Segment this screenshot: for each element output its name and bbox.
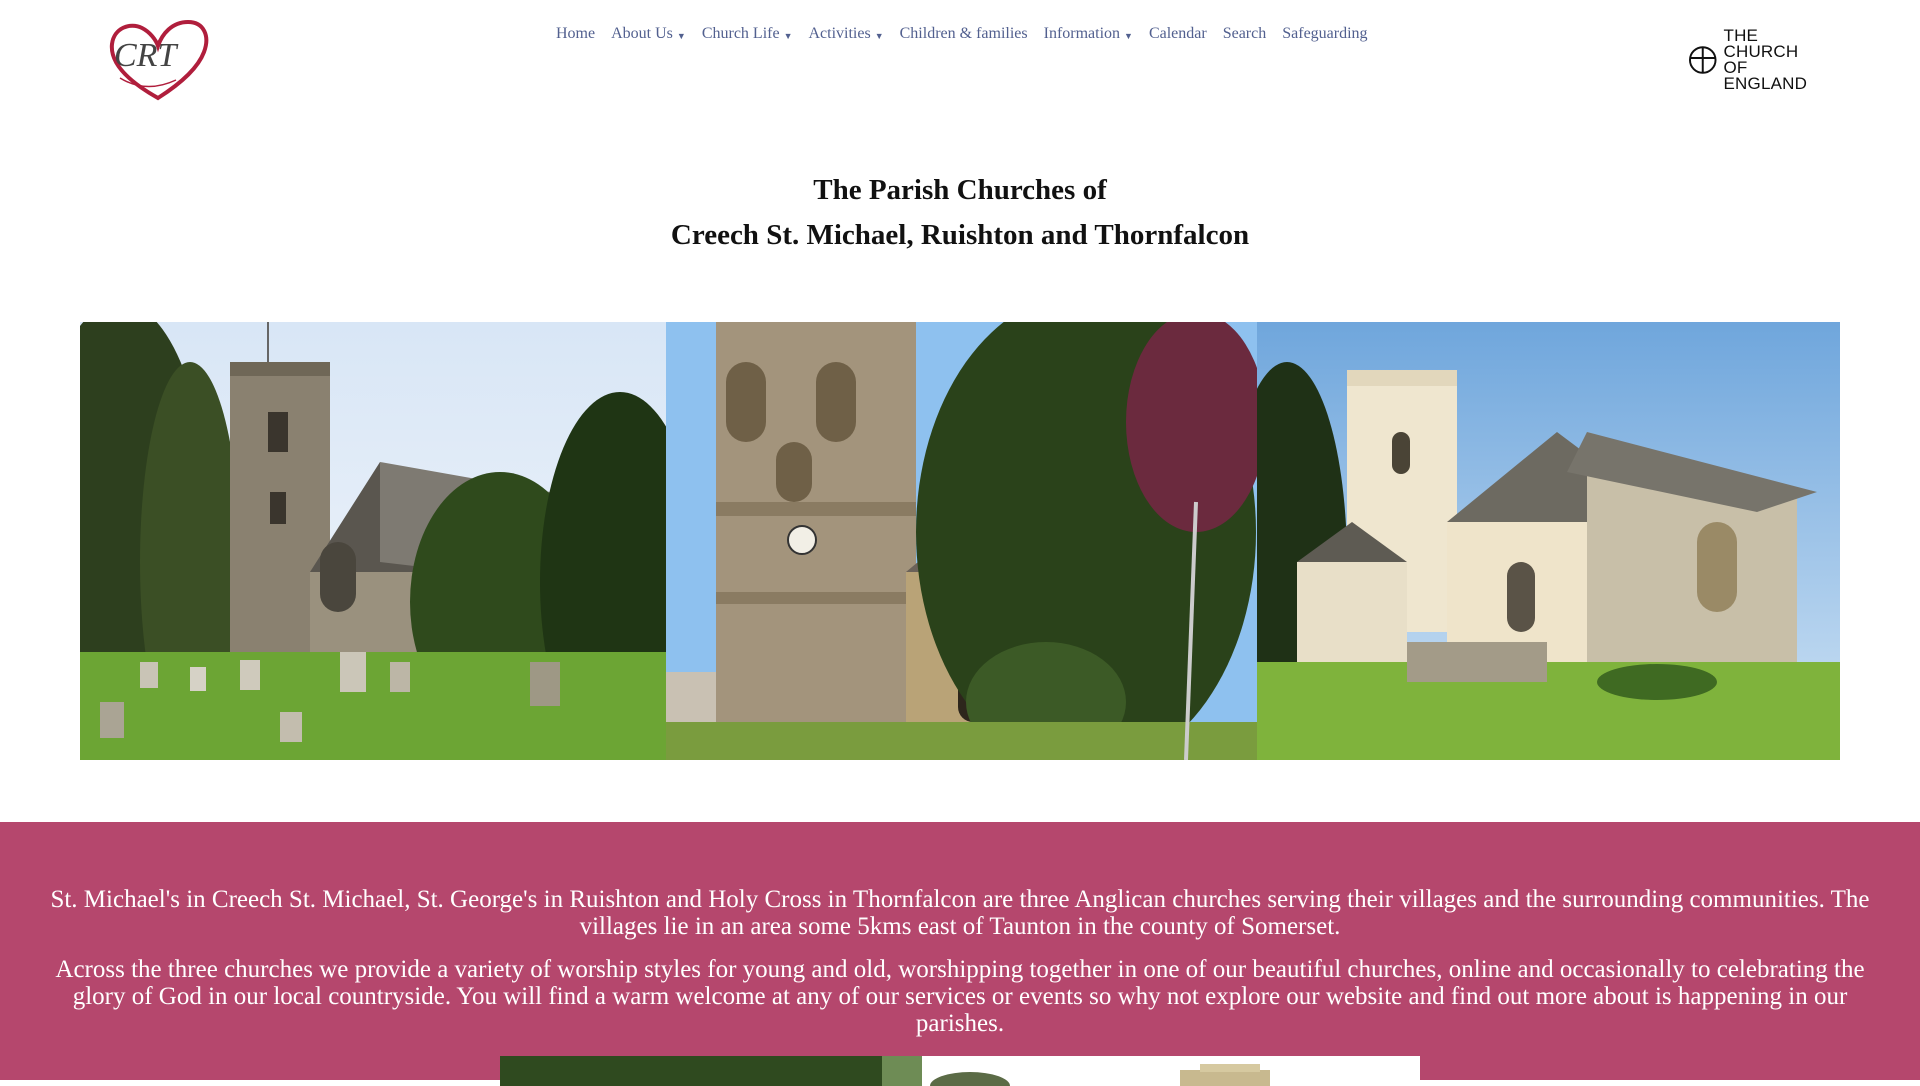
church-photo-ruishton [666,322,1257,760]
main-nav [556,25,1368,43]
caret-down-icon: ▼ [783,31,793,41]
coe-wordmark [1724,28,1837,92]
nav-label[interactable]: Calendar [1148,25,1207,42]
nav-label[interactable]: Home [556,25,596,42]
church-photo-banner [80,322,1840,760]
logo-text: CRT [114,37,177,74]
intro-paragraph-2: Across the three churches we provide a variety of worship styles for young and old, worshipping together in one of our beautiful churches, online and occasionally to celebrating the glory of God in our local countryside. You will find a warm welcome at any of our services or events so why not explore our website and find out more about is happening in our parishes. [55,956,1865,1037]
nav-label[interactable]: About Us [611,25,673,42]
church-photo-creech [80,322,666,760]
nav-children-families[interactable] [900,25,1028,43]
nav-label[interactable]: Search [1222,25,1267,42]
secondary-photo [500,1056,1420,1086]
cross-circle-icon [1688,45,1718,75]
nav-label[interactable]: Safeguarding [1282,25,1368,42]
caret-down-icon: ▼ [676,31,686,41]
nav-label[interactable]: Information [1043,25,1121,42]
caret-down-icon: ▼ [874,31,884,41]
caret-down-icon: ▼ [1124,31,1133,41]
church-photo-thornfalcon [1257,322,1840,760]
nav-information[interactable] [1044,25,1133,43]
nav-calendar[interactable] [1149,25,1207,43]
nav-about-us[interactable] [611,25,686,43]
nav-home[interactable] [556,25,595,43]
site-logo[interactable] [106,14,210,104]
nav-church-life[interactable] [702,25,793,43]
nav-label[interactable]: Children & families [899,25,1028,42]
nav-label[interactable]: Activities [808,25,871,42]
site-header [0,0,1920,110]
crt-heart-logo-icon [106,14,210,104]
nav-search[interactable] [1223,25,1267,43]
nav-label[interactable]: Church Life [701,25,780,42]
title-line-2: Creech St. Michael, Ruishton and Thornfalcon [670,219,1250,251]
title-line-1: The Parish Churches of [813,174,1107,206]
intro-paragraph-1: St. Michael's in Creech St. Michael, St. George's in Ruishton and Holy Cross in Thornfalcon are three Anglican churches serving their villages and the surrounding communities. The villages lie in an area some 5kms east of Taunton in the county of Somerset. [50,886,1870,940]
coe-line-2: OF ENGLAND [1723,58,1808,93]
nav-activities[interactable] [808,25,883,43]
coe-line-1: THE CHURCH [1723,26,1799,61]
church-of-england-logo[interactable] [1688,26,1836,93]
nav-safeguarding[interactable] [1282,25,1367,43]
page-title [0,168,1920,258]
intro-section [0,822,1920,1080]
